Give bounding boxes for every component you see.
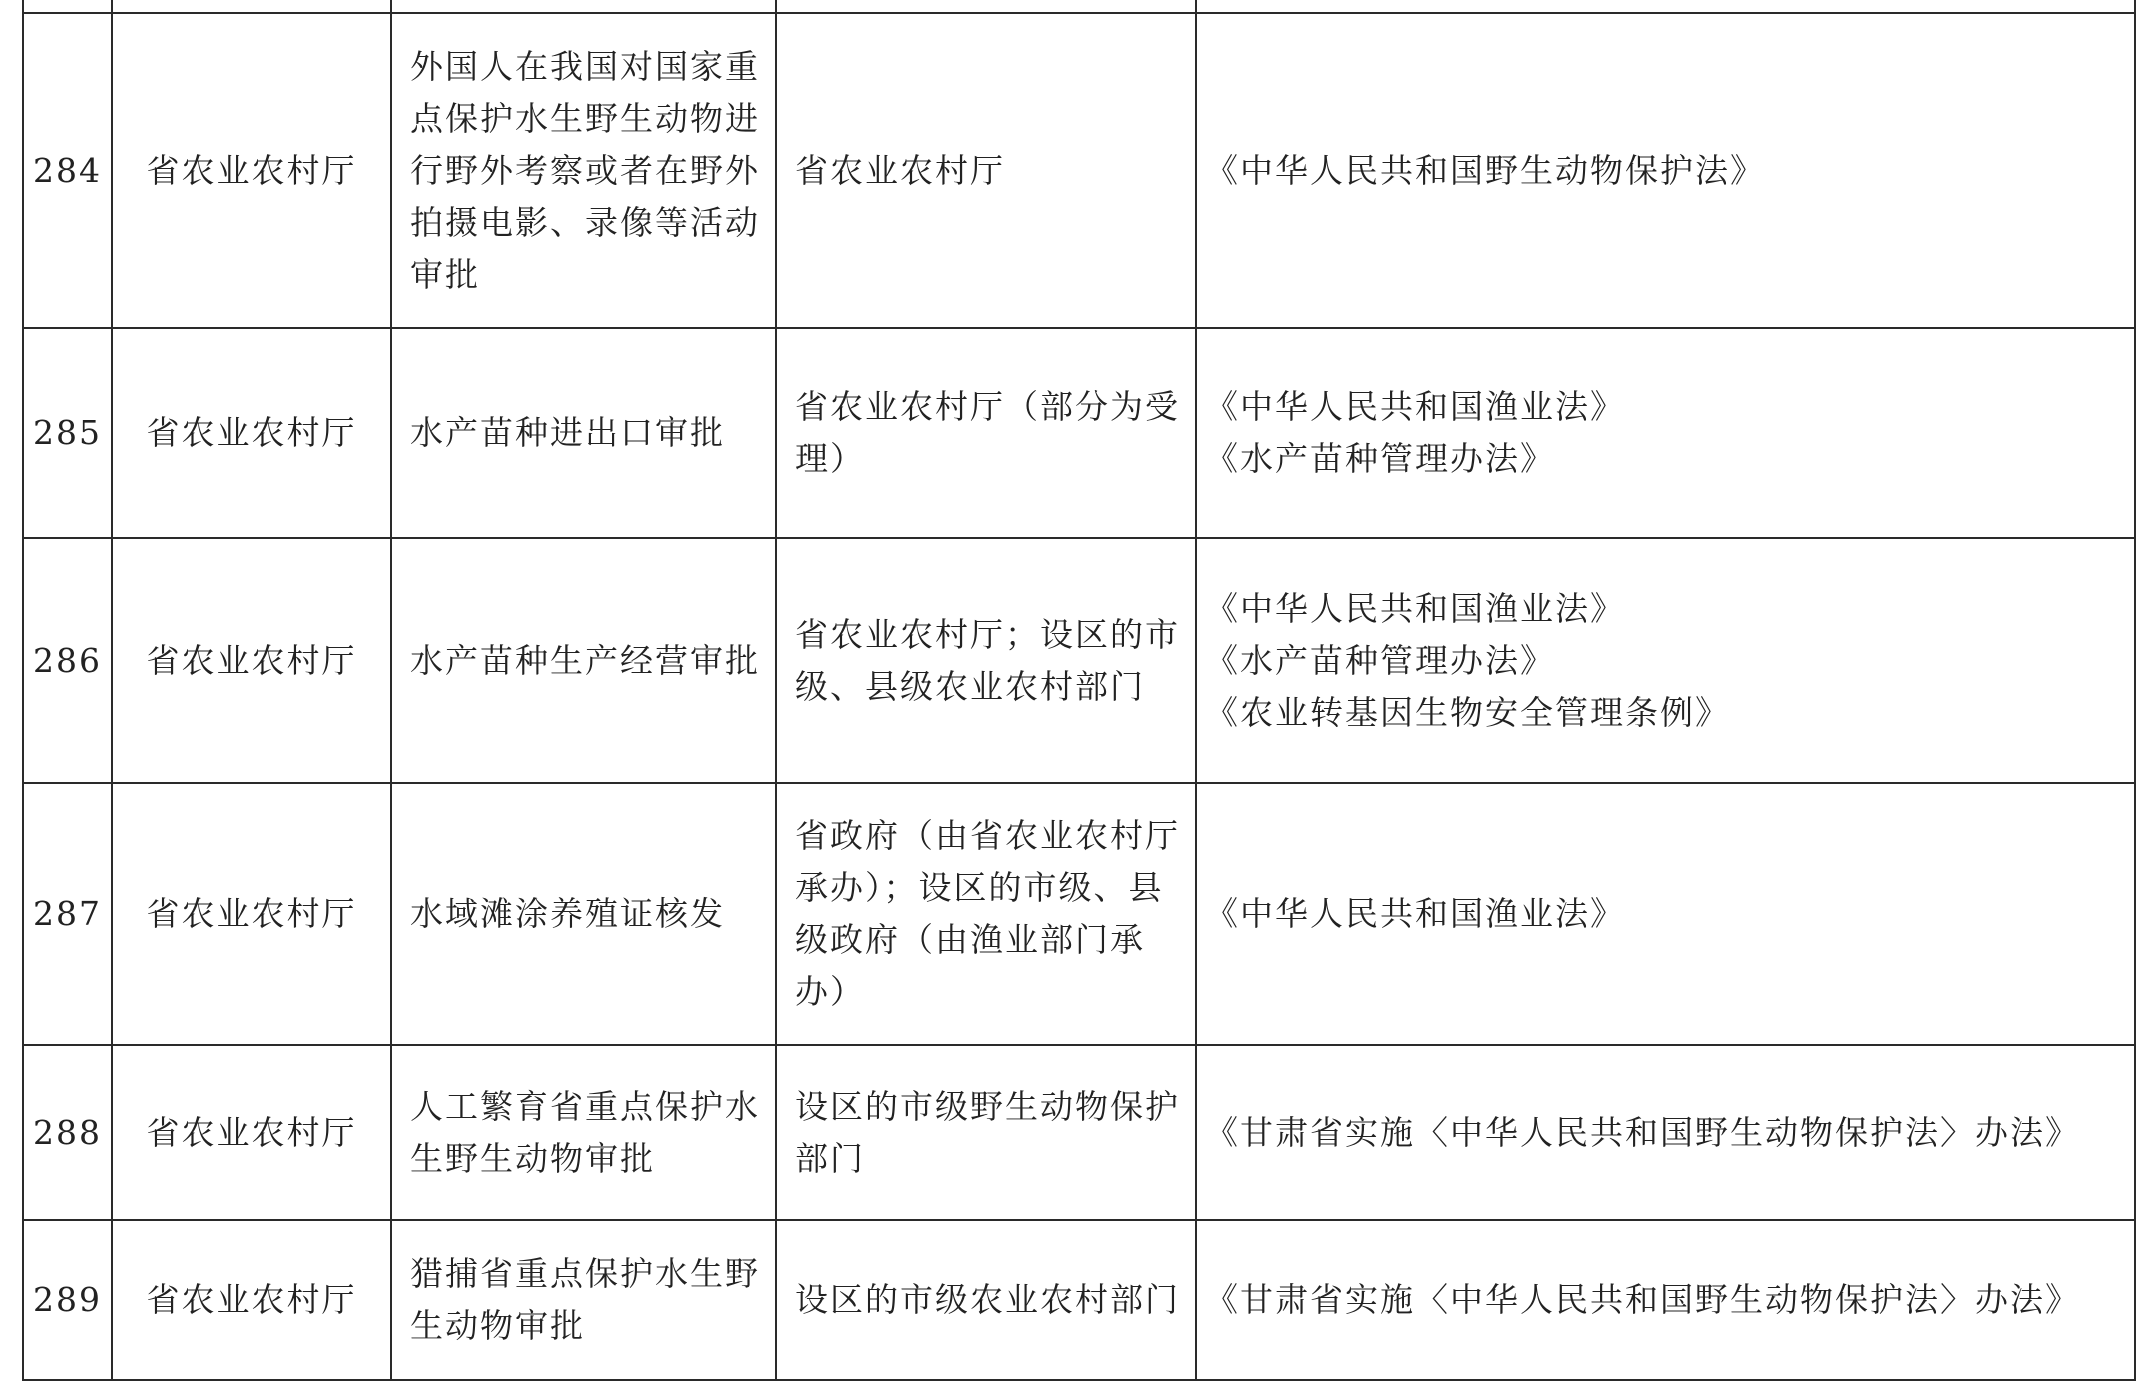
department-cell: 省农业农村厅 xyxy=(112,13,391,328)
legal-basis-line: 《中华人民共和国渔业法》 xyxy=(1205,894,1625,933)
legal-basis-cell xyxy=(1196,1045,2135,1220)
row-number: 286 xyxy=(23,538,112,783)
cell-remnant xyxy=(776,0,1196,13)
legal-basis-line: 《中华人民共和国渔业法》 xyxy=(1205,588,1625,628)
row-number: 288 xyxy=(23,1045,112,1220)
department-cell: 省农业农村厅 xyxy=(112,1045,391,1220)
legal-basis-cell xyxy=(1196,328,2135,538)
legal-basis-line: 《水产苗种管理办法》 xyxy=(1205,439,1555,478)
legal-basis-cell xyxy=(1196,538,2135,783)
item-name-line: 水域滩涂养殖证核发 xyxy=(410,894,725,933)
item-name-line: 水产苗种进出口审批 xyxy=(410,413,725,452)
item-name-line: 拍摄电影、录像等活动 xyxy=(410,202,760,242)
legal-basis-cell xyxy=(1196,783,2135,1045)
implementing-body-cell xyxy=(776,328,1196,538)
table-row xyxy=(23,1045,2135,1220)
implementing-body-line: 设区的市级农业农村部门 xyxy=(795,1280,1180,1319)
item-name-cell xyxy=(391,783,776,1045)
implementing-body-cell xyxy=(776,538,1196,783)
implementing-body-line: 省政府（由省农业农村厅 xyxy=(795,816,1180,855)
row-number: 289 xyxy=(23,1220,112,1380)
table-row xyxy=(23,13,2135,328)
item-name-cell xyxy=(391,1045,776,1220)
department-cell: 省农业农村厅 xyxy=(112,1220,391,1380)
table-row xyxy=(23,538,2135,783)
legal-basis-line: 《农业转基因生物安全管理条例》 xyxy=(1205,692,1730,732)
implementing-body-line: 省农业农村厅（部分为受 xyxy=(795,387,1180,426)
legal-basis-line: 《中华人民共和国渔业法》 xyxy=(1205,387,1625,426)
department-cell: 省农业农村厅 xyxy=(112,538,391,783)
table-body xyxy=(23,0,2135,1380)
item-name-line: 行野外考察或者在野外 xyxy=(410,150,760,190)
implementing-body-cell xyxy=(776,1220,1196,1380)
legal-basis-line: 《甘肃省实施〈中华人民共和国野生动物保护法〉办法》 xyxy=(1205,1112,2080,1152)
implementing-body-line: 省农业农村厅 xyxy=(795,150,1005,190)
table-row xyxy=(23,328,2135,538)
implementing-body-cell xyxy=(776,783,1196,1045)
department-cell: 省农业农村厅 xyxy=(112,328,391,538)
row-number: 284 xyxy=(23,13,112,328)
implementing-body-line: 理） xyxy=(795,439,865,478)
item-name-line: 生动物审批 xyxy=(410,1306,585,1345)
row-number: 287 xyxy=(23,783,112,1045)
implementing-body-line: 级政府（由渔业部门承 xyxy=(795,920,1145,959)
approval-items-table xyxy=(22,0,2136,1381)
cell-remnant xyxy=(112,0,391,13)
legal-basis-line: 《水产苗种管理办法》 xyxy=(1205,640,1555,680)
legal-basis-cell xyxy=(1196,13,2135,328)
legal-basis-cell xyxy=(1196,1220,2135,1380)
item-name-line: 点保护水生野生动物进 xyxy=(410,98,760,138)
legal-basis-line: 《甘肃省实施〈中华人民共和国野生动物保护法〉办法》 xyxy=(1205,1280,2080,1319)
implementing-body-cell xyxy=(776,1045,1196,1220)
implementing-body-line: 级、县级农业农村部门 xyxy=(795,666,1145,706)
implementing-body-line: 部门 xyxy=(795,1138,865,1178)
item-name-line: 猎捕省重点保护水生野 xyxy=(410,1254,760,1293)
implementing-body-line: 省农业农村厅；设区的市 xyxy=(795,614,1180,654)
item-name-cell xyxy=(391,13,776,328)
implementing-body-cell xyxy=(776,13,1196,328)
table-row xyxy=(23,783,2135,1045)
cell-remnant xyxy=(1196,0,2135,13)
item-name-line: 生野生动物审批 xyxy=(410,1138,655,1178)
implementing-body-line: 设区的市级野生动物保护 xyxy=(795,1086,1180,1126)
item-name-line: 外国人在我国对国家重 xyxy=(410,46,760,86)
item-name-cell xyxy=(391,538,776,783)
item-name-cell xyxy=(391,1220,776,1380)
table-row-top-remnant xyxy=(23,0,2135,13)
item-name-line: 人工繁育省重点保护水 xyxy=(410,1086,760,1126)
department-cell: 省农业农村厅 xyxy=(112,783,391,1045)
implementing-body-line: 承办）；设区的市级、县 xyxy=(795,868,1164,907)
legal-basis-line: 《中华人民共和国野生动物保护法》 xyxy=(1205,150,1765,190)
cell-remnant xyxy=(23,0,112,13)
row-number: 285 xyxy=(23,328,112,538)
item-name-line: 审批 xyxy=(410,254,480,294)
implementing-body-line: 办） xyxy=(795,972,865,1011)
cell-remnant xyxy=(391,0,776,13)
table-row xyxy=(23,1220,2135,1380)
item-name-line: 水产苗种生产经营审批 xyxy=(410,640,760,680)
item-name-cell xyxy=(391,328,776,538)
